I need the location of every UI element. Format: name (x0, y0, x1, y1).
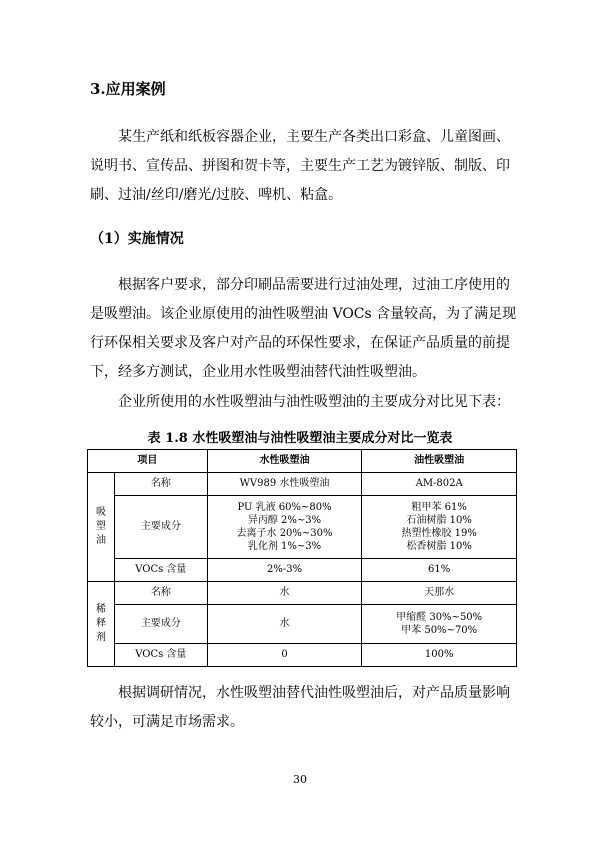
paragraph-line: 下，经多方测试，企业用水性吸塑油替代油性吸塑油。 (90, 364, 426, 380)
section-heading: 3.应用案例 (90, 80, 166, 98)
paragraph-implementation (90, 271, 515, 387)
header-item: 项目 (88, 450, 208, 473)
row-label-main-components: 主要成分 (114, 496, 207, 559)
cell-oil-thinner-components: 甲缩醛 30%~50% 甲苯 50%~70% (362, 605, 517, 644)
header-water-based: 水性吸塑油 (207, 450, 362, 473)
table-row (88, 605, 517, 644)
row-label-name: 名称 (114, 582, 207, 605)
table-row (88, 644, 517, 667)
paragraph-line: 说明书、宣传品、拼图和贺卡等，主要生产工艺为镀锌版、制版、印 (90, 158, 510, 174)
row-label-main-components: 主要成分 (114, 605, 207, 644)
cell-water-thinner-vocs: 0 (207, 644, 362, 667)
paragraph-line: 企业所使用的水性吸塑油与油性吸塑油的主要成分对比见下表： (118, 394, 510, 410)
cell-water-components: PU 乳液 60%~80% 异丙醇 2%~3% 去离子水 20%~30% 乳化剂 1%~3% (207, 496, 362, 559)
table-row (88, 559, 517, 582)
table-row (88, 496, 517, 559)
cell-oil-vocs: 61% (362, 559, 517, 582)
page-number: 30 (293, 773, 307, 786)
paragraph-company-intro (90, 123, 515, 210)
paragraph-line: 行环保相关要求及客户对产品的环保性要求，在保证产品质量的前提 (90, 335, 510, 351)
table-caption: 表 1.8 水性吸塑油与油性吸塑油主要成分对比一览表 (147, 431, 453, 446)
paragraph-line: 某生产纸和纸板容器企业，主要生产各类出口彩盒、儿童图画、 (118, 129, 510, 145)
group-label-blister-oil: 吸 塑 油 (88, 473, 115, 582)
paragraph-conclusion (90, 679, 515, 737)
cell-oil-thinner-name: 天那水 (362, 582, 517, 605)
group-label-thinner: 稀 释 剂 (88, 582, 115, 667)
header-oil-based: 油性吸塑油 (362, 450, 517, 473)
paragraph-line: 刷、过油/丝印/磨光/过胶、啤机、粘盒。 (90, 187, 343, 203)
table-header-row (88, 450, 517, 473)
cell-oil-thinner-vocs: 100% (362, 644, 517, 667)
row-label-vocs: VOCs 含量 (114, 559, 207, 582)
cell-water-name: WV989 水性吸塑油 (207, 473, 362, 496)
cell-water-thinner-components: 水 (207, 605, 362, 644)
table-row (88, 473, 517, 496)
table-row (88, 582, 517, 605)
cell-oil-components: 粗甲苯 61% 石油树脂 10% 热塑性橡胶 19% 松香树脂 10% (362, 496, 517, 559)
paragraph-line: 根据客户要求，部分印刷品需要进行过油处理，过油工序使用的 (118, 277, 510, 293)
cell-water-thinner-name: 水 (207, 582, 362, 605)
paragraph-line: 是吸塑油。该企业原使用的油性吸塑油 VOCs 含量较高，为了满足现 (90, 306, 517, 322)
subsection-heading: （1）实施情况 (90, 231, 184, 247)
comparison-table (87, 449, 517, 667)
row-label-name: 名称 (114, 473, 207, 496)
cell-water-vocs: 2%-3% (207, 559, 362, 582)
paragraph-line: 根据调研情况，水性吸塑油替代油性吸塑油后，对产品质量影响 (118, 685, 510, 701)
paragraph-table-intro (90, 388, 515, 417)
row-label-vocs: VOCs 含量 (114, 644, 207, 667)
paragraph-line: 较小，可满足市场需求。 (90, 714, 244, 730)
cell-oil-name: AM-802A (362, 473, 517, 496)
